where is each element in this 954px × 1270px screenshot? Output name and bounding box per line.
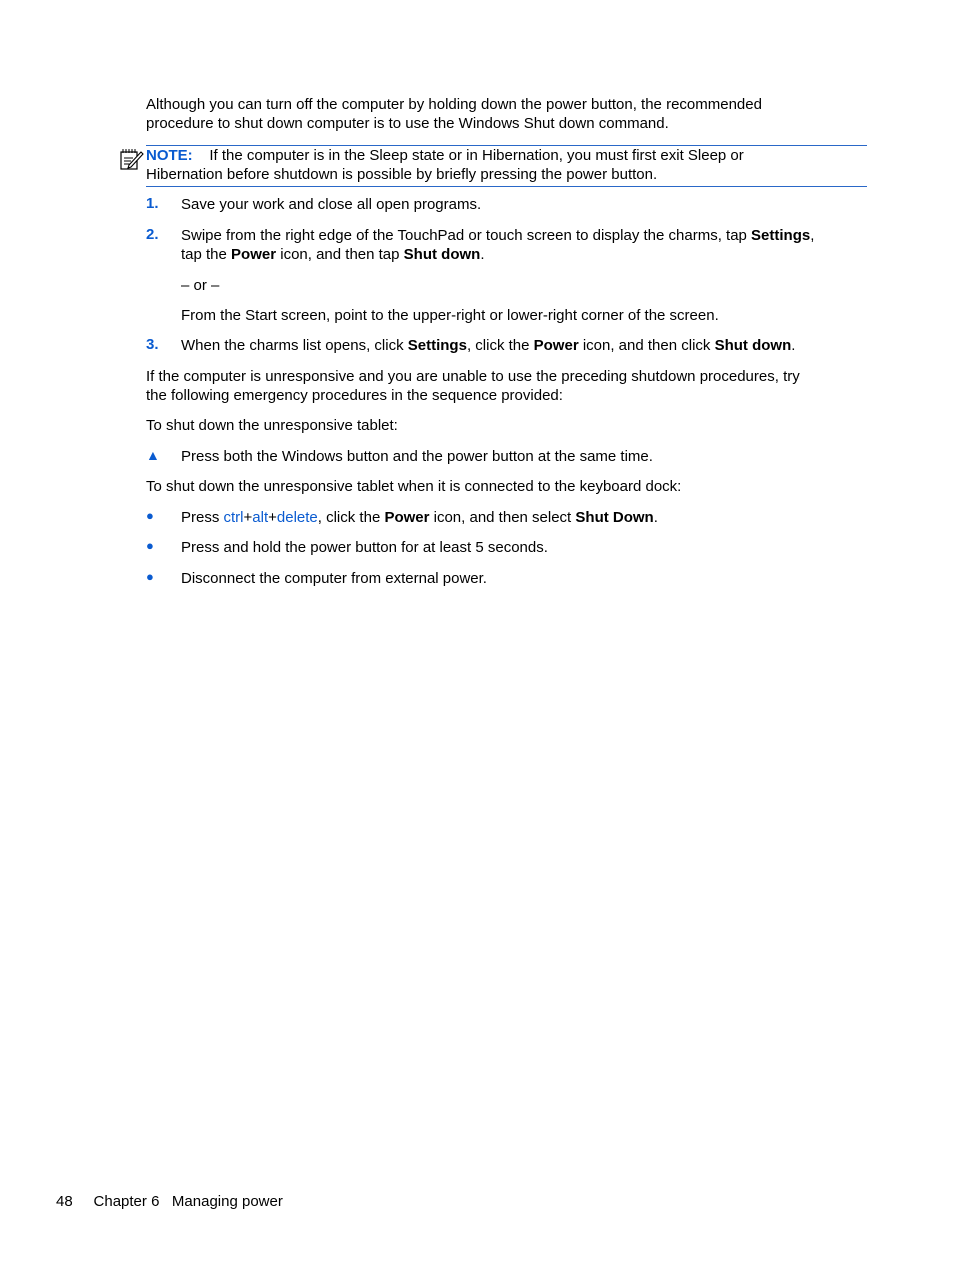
step-3-number: 3. bbox=[146, 336, 159, 353]
page-number: 48 bbox=[56, 1193, 73, 1210]
dock-item-1-part: , click the bbox=[317, 509, 385, 526]
step-2-part: icon, and then tap bbox=[276, 246, 404, 263]
note-line-1: If the computer is in the Sleep state or in Hibernation, you must first exit Sleep or bbox=[209, 147, 744, 164]
dock-item-1-part: . bbox=[653, 509, 658, 526]
step-3-part: icon, and then click bbox=[578, 337, 715, 354]
dock-item-2: Press and hold the power button for at least 5 seconds. bbox=[181, 539, 548, 556]
note-pencil-icon bbox=[119, 147, 145, 171]
dock-item-1-part: Press bbox=[181, 509, 224, 526]
chapter-title: Managing power bbox=[171, 1193, 283, 1210]
key-ctrl-link[interactable]: ctrl bbox=[223, 509, 244, 526]
triangle-bullet-icon: ▲ bbox=[146, 447, 160, 463]
plus-sign: + bbox=[268, 509, 277, 526]
intro-line-2: procedure to shut down computer is to use the Windows Shut down command. bbox=[146, 115, 669, 132]
step-2-part: Swipe from the right edge of the TouchPad or touch screen to display the charms, tap bbox=[181, 227, 752, 244]
step-1-text: Save your work and close all open programs. bbox=[181, 196, 482, 213]
chapter-label: Chapter 6 bbox=[93, 1193, 160, 1210]
intro-paragraph bbox=[146, 95, 762, 133]
note-callout bbox=[146, 145, 867, 187]
intro-line-1: Although you can turn off the computer by holding down the power button, the recommended bbox=[146, 96, 762, 113]
key-delete-link[interactable]: delete bbox=[276, 509, 318, 526]
bullet-icon: ● bbox=[146, 569, 154, 584]
step-3-power: Power bbox=[533, 337, 579, 354]
step-1-number: 1. bbox=[146, 195, 159, 212]
step-3-part: . bbox=[791, 337, 796, 354]
dock-heading: To shut down the unresponsive tablet when it is connected to the keyboard dock: bbox=[146, 478, 682, 495]
note-label: NOTE: bbox=[146, 147, 193, 164]
dock-item-1-shut-down: Shut Down bbox=[575, 509, 654, 526]
step-3-part: When the charms list opens, click bbox=[181, 337, 408, 354]
note-text bbox=[146, 146, 846, 184]
emergency-line-2: the following emergency procedures in the sequence provided: bbox=[146, 387, 563, 404]
step-2-alternative: From the Start screen, point to the upper-right or lower-right corner of the screen. bbox=[181, 307, 719, 324]
plus-sign: + bbox=[243, 509, 253, 526]
emergency-line-1: If the computer is unresponsive and you are unable to use the preceding shutdown procedures, try bbox=[146, 368, 800, 385]
step-2-part: , bbox=[810, 227, 815, 244]
step-2-or: – or – bbox=[181, 277, 220, 294]
step-2-part: . bbox=[480, 246, 485, 263]
step-2-number: 2. bbox=[146, 226, 159, 243]
page-footer bbox=[56, 1192, 283, 1211]
emergency-paragraph bbox=[146, 367, 800, 405]
bullet-icon: ● bbox=[146, 508, 154, 523]
note-line-2: Hibernation before shutdown is possible by briefly pressing the power button. bbox=[146, 166, 658, 183]
dock-item-3: Disconnect the computer from external power. bbox=[181, 570, 487, 587]
step-2-shut-down: Shut down bbox=[403, 246, 481, 263]
tablet-step-text: Press both the Windows button and the power button at the same time. bbox=[181, 448, 653, 465]
step-2-power: Power bbox=[231, 246, 277, 263]
step-2-part: tap the bbox=[181, 246, 232, 263]
step-2-text bbox=[181, 226, 866, 264]
step-3-shut-down: Shut down bbox=[714, 337, 792, 354]
tablet-heading: To shut down the unresponsive tablet: bbox=[146, 417, 398, 434]
step-3-text bbox=[181, 336, 866, 355]
step-2-settings: Settings bbox=[751, 227, 811, 244]
dock-item-1-part: icon, and then select bbox=[429, 509, 576, 526]
dock-item-1 bbox=[181, 508, 866, 527]
key-alt-link[interactable]: alt bbox=[252, 509, 269, 526]
step-3-part: , click the bbox=[466, 337, 534, 354]
dock-item-1-power: Power bbox=[384, 509, 430, 526]
step-3-settings: Settings bbox=[407, 337, 467, 354]
bullet-icon: ● bbox=[146, 538, 154, 553]
